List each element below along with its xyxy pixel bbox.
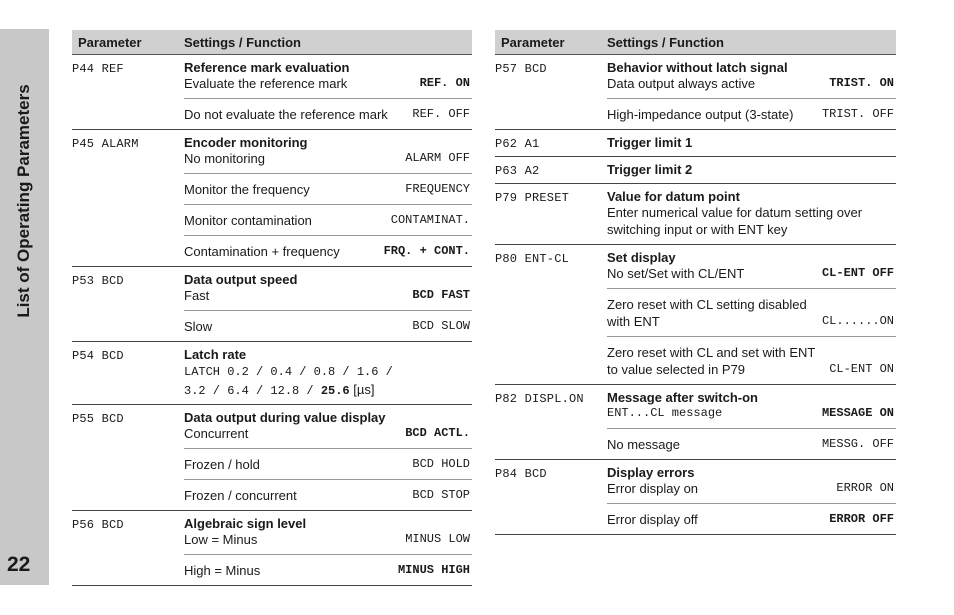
- parameter-group: [495, 460, 896, 535]
- option-row: [184, 425, 472, 448]
- option-row: [184, 150, 472, 173]
- option-code: ERROR OFF: [829, 512, 894, 526]
- option-code: CL......ON: [821, 314, 894, 328]
- option-row: [184, 479, 472, 510]
- left-table-body: [72, 55, 472, 586]
- option-description: High-impedance output (3-state): [607, 107, 794, 122]
- option-row: [184, 98, 472, 129]
- option-code: REF. ON: [419, 76, 470, 90]
- parameter-code: P55 BCD: [72, 412, 124, 426]
- setting-heading: Reference mark evaluation: [184, 60, 350, 75]
- setting-heading: Display errors: [607, 465, 695, 480]
- setting-heading: Encoder monitoring: [184, 135, 308, 150]
- option-row: [607, 336, 896, 384]
- latch-values-line: LATCH 0.2 / 0.4 / 0.8 / 1.6 /: [184, 365, 393, 379]
- option-row: [607, 428, 896, 459]
- option-description: Low = Minus: [184, 532, 258, 547]
- option-row: [607, 288, 896, 336]
- option-description: Monitor the frequency: [184, 182, 310, 197]
- settings-column: [184, 405, 472, 510]
- option-row: [607, 75, 896, 98]
- option-code: BCD SLOW: [412, 319, 470, 333]
- parameter-code: P79 PRESET: [495, 191, 570, 205]
- latch-unit: [µs]: [349, 382, 375, 397]
- page-number: 22: [7, 553, 31, 576]
- sidebar: [0, 29, 49, 585]
- header-parameter: Parameter: [78, 34, 142, 50]
- option-row: [607, 265, 896, 288]
- settings-column: [607, 184, 896, 244]
- settings-column: [607, 130, 896, 156]
- option-row: [184, 235, 472, 266]
- parameter-group: [495, 184, 896, 245]
- settings-column: [184, 511, 472, 585]
- option-row: [607, 480, 896, 503]
- settings-column: [184, 55, 472, 129]
- option-code: MINUS LOW: [405, 532, 470, 546]
- setting-heading: Trigger limit 1: [607, 135, 693, 150]
- left-parameter-table: [72, 30, 472, 586]
- option-description: Evaluate the reference mark: [184, 76, 348, 91]
- option-description: Error display off: [607, 512, 698, 527]
- option-code: MESSAGE ON: [821, 406, 894, 420]
- latch-values-line: [184, 381, 472, 404]
- option-code: BCD ACTL.: [405, 426, 470, 440]
- parameter-group: [72, 405, 472, 511]
- option-description: Contamination + frequency: [184, 244, 340, 259]
- settings-column: [607, 245, 896, 384]
- option-description: Enter numerical value for datum setting over switching input or with ENT key: [607, 205, 863, 237]
- parameter-code: P56 BCD: [72, 518, 124, 532]
- parameter-group: [495, 130, 896, 157]
- header-parameter: Parameter: [501, 34, 565, 50]
- parameter-code: P62 A1: [495, 137, 540, 151]
- option-description: Concurrent: [184, 426, 249, 441]
- parameter-code: P82 DISPL.ON: [495, 392, 584, 406]
- settings-column: [607, 385, 896, 459]
- table-header: [72, 30, 472, 55]
- option-code: FREQUENCY: [405, 182, 470, 196]
- option-row: [184, 173, 472, 204]
- settings-column: [184, 342, 472, 404]
- right-table-body: [495, 55, 896, 535]
- parameter-code: P53 BCD: [72, 274, 124, 288]
- option-code: MINUS HIGH: [397, 563, 470, 577]
- settings-column: [607, 460, 896, 534]
- parameter-group: [495, 55, 896, 130]
- option-code: ALARM OFF: [405, 151, 470, 165]
- option-description: Do not evaluate the reference mark: [184, 107, 388, 122]
- header-settings: Settings / Function: [607, 34, 724, 50]
- option-description: Frozen / hold: [184, 457, 260, 472]
- settings-column: [184, 267, 472, 341]
- setting-heading: Value for datum point: [607, 189, 740, 204]
- option-code: TRIST. OFF: [821, 107, 894, 121]
- setting-heading: Latch rate: [184, 347, 247, 362]
- settings-column: [607, 55, 896, 129]
- parameter-code: P44 REF: [72, 62, 124, 76]
- parameter-code: P57 BCD: [495, 62, 547, 76]
- option-code: CL-ENT ON: [829, 362, 894, 376]
- option-description: High = Minus: [184, 563, 261, 578]
- option-row: [184, 204, 472, 235]
- option-description: Frozen / concurrent: [184, 488, 297, 503]
- option-code: FRQ. + CONT.: [383, 244, 470, 258]
- option-row: [607, 503, 896, 534]
- parameter-group: [72, 267, 472, 342]
- option-code: MESSG. OFF: [821, 437, 894, 451]
- option-code: BCD STOP: [412, 488, 470, 502]
- setting-heading: Trigger limit 2: [607, 162, 693, 177]
- setting-heading: Data output during value display: [184, 410, 386, 425]
- option-row: [184, 287, 472, 310]
- parameter-group: [72, 511, 472, 586]
- header-settings: Settings / Function: [184, 34, 301, 50]
- option-code: ERROR ON: [836, 481, 894, 495]
- option-description: Fast: [184, 288, 210, 303]
- option-description: Monitor contamination: [184, 213, 312, 228]
- option-description: Error display on: [607, 481, 699, 496]
- settings-column: [607, 157, 896, 183]
- parameter-group: [495, 385, 896, 460]
- parameter-group: [495, 245, 896, 385]
- right-parameter-table: [495, 30, 896, 535]
- option-row: [184, 554, 472, 585]
- option-row: [184, 75, 472, 98]
- option-row: [184, 531, 472, 554]
- option-code: CONTAMINAT.: [390, 213, 470, 227]
- option-description: Data output always active: [607, 76, 756, 91]
- sidebar-title: List of Operating Parameters: [14, 84, 33, 318]
- option-row: [607, 405, 896, 428]
- option-description: ENT...CL message: [607, 406, 723, 420]
- table-header: [495, 30, 896, 55]
- option-description: Slow: [184, 319, 213, 334]
- option-code: CL-ENT OFF: [821, 266, 894, 280]
- setting-heading: Data output speed: [184, 272, 298, 287]
- option-row: [607, 98, 896, 129]
- setting-heading: Set display: [607, 250, 676, 265]
- parameter-code: P80 ENT-CL: [495, 252, 570, 266]
- parameter-code: P54 BCD: [72, 349, 124, 363]
- setting-heading: Algebraic sign level: [184, 516, 307, 531]
- option-code: BCD FAST: [412, 288, 470, 302]
- option-description: No message: [607, 437, 680, 452]
- option-description: Zero reset with CL and set with ENT to value selected in P79: [607, 345, 816, 377]
- latch-default-value: 25.6: [320, 384, 350, 398]
- option-code: REF. OFF: [412, 107, 470, 121]
- option-row: [184, 448, 472, 479]
- setting-heading: Behavior without latch signal: [607, 60, 788, 75]
- option-description: No monitoring: [184, 151, 265, 166]
- settings-column: [184, 130, 472, 266]
- latch-values: 3.2 / 6.4 / 12.8 /: [184, 384, 321, 398]
- option-description: No set/Set with CL/ENT: [607, 266, 745, 281]
- parameter-code: P84 BCD: [495, 467, 547, 481]
- option-description: Zero reset with CL setting disabled with ENT: [607, 297, 807, 329]
- option-row: [184, 310, 472, 341]
- option-code: BCD HOLD: [412, 457, 470, 471]
- parameter-group: [72, 55, 472, 130]
- option-code: TRIST. ON: [829, 76, 894, 90]
- option-row: [607, 204, 896, 244]
- setting-heading: Message after switch-on: [607, 390, 758, 405]
- parameter-group: [72, 342, 472, 405]
- parameter-code: P45 ALARM: [72, 137, 139, 151]
- parameter-group: [495, 157, 896, 184]
- parameter-code: P63 A2: [495, 164, 540, 178]
- parameter-group: [72, 130, 472, 267]
